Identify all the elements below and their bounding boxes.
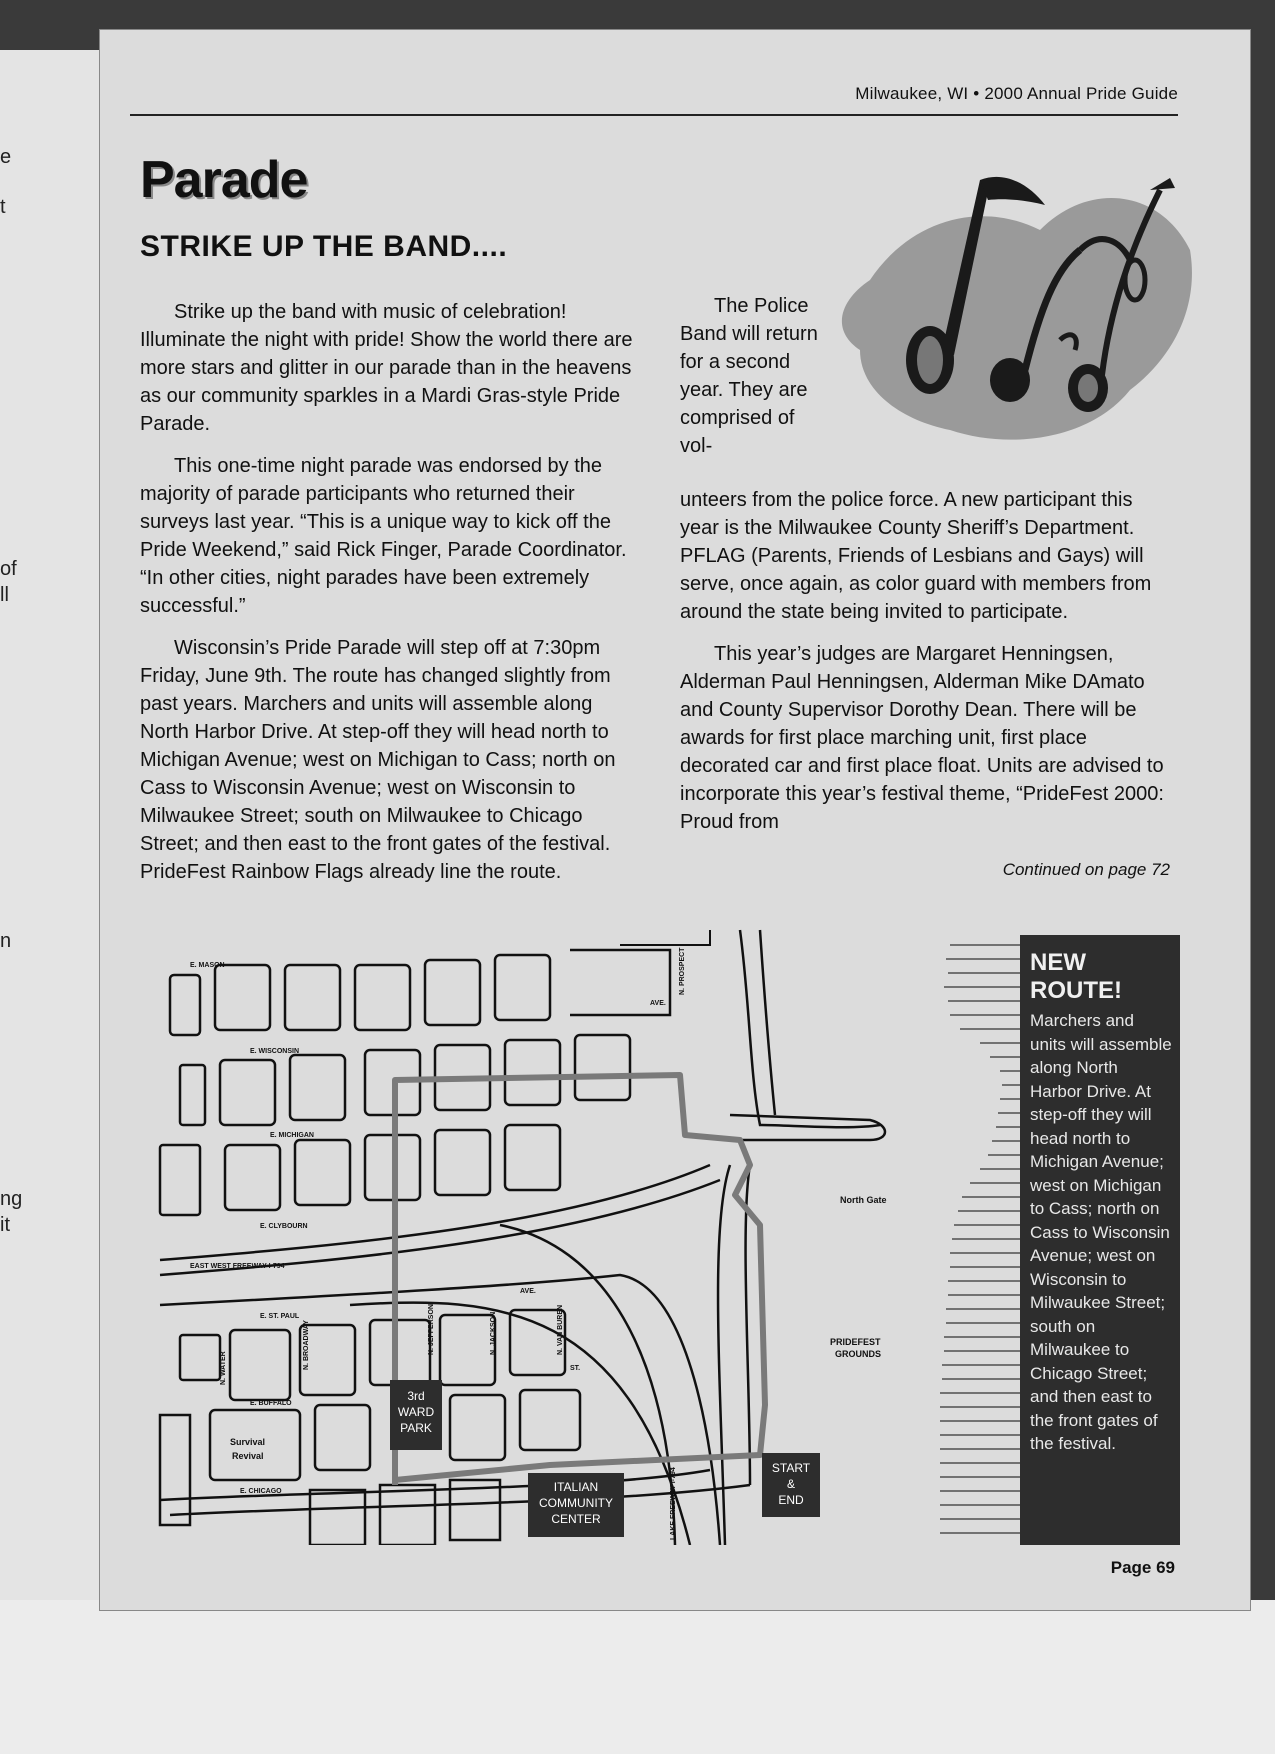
street-label: E. MICHIGAN [270,1132,314,1139]
prev-page-fragment: ng [0,1188,23,1210]
lake-hatching [940,935,1022,1545]
sidebar-title [1020,935,1180,1009]
continued-note: Continued on page 72 [1002,860,1170,879]
street-label: E. WISCONSIN [250,1048,300,1055]
box-text: WARD [397,1405,435,1419]
sidebar-text: Marchers and units will assemble along North Harbor Drive. At step-off they will head north to Michigan Avenue; west on Michigan to Cass; north on Cass to Wisconsin Avenue; west on Wisconsin to Milwaukee Street; south on Milwaukee to Chicago Street; and then east to the front gates of the festival. [1030,1011,1172,1453]
street-label: N. JEFFERSON [428,1304,435,1355]
paragraph: This one-time night parade was endorsed by the majority of parade participants who returned their surveys last year. “This is a unique way to kick off the Pride Weekend,” said Rick Finger, Parade Coordinator. “In other cities, night parades have been extremely successful.” [140,455,627,617]
paragraph: Wisconsin’s Pride Parade will step off at 7:30pm Friday, June 9th. The route has changed slightly from past years. Marchers and units will assemble along North Harbor Drive. At step-off they will head north to Michigan Avenue; west on Michigan to Cass; north on Cass to Wisconsin Avenue; west on Wisconsin to Milwaukee Street; south on Milwaukee to Chicago Street; and then east to the front gates of the festival. PrideFest Rainbow Flags already line the route. [140,637,616,883]
magazine-page [100,30,1250,1610]
north-gate-label: North Gate [840,1195,887,1205]
scan-background [0,1600,1275,1754]
street-label: ST. [570,1365,581,1372]
running-header: Milwaukee, WI • 2000 Annual Pride Guide [855,84,1178,103]
sidebar-title-line: NEW [1030,949,1086,976]
street-label: N. BROADWAY [303,1320,310,1370]
grounds-label: PRIDEFEST [830,1337,881,1347]
italian-community-center-box [528,1473,624,1537]
paragraph: Strike up the band with music of celebration! Illuminate the night with pride! Show the world there are more stars and glitter in our parade than in the heavens as our community sparkles in a Mardi Gras-style Pride Parade. [140,301,633,435]
new-route-sidebar [1020,935,1180,1545]
paragraph: unteers from the police force. A new participant this year is the Milwaukee County Sheriff’s Department. PFLAG (Parents, Friends of Lesbians and Gays) will serve, once again, as color guard with members from around the state being invited to participate. [680,489,1152,623]
paragraph: This year’s judges are Margaret Henningsen, Alderman Paul Henningsen, Alderman Mike DAmato and County Supervisor Dorothy Dean. There will be awards for first place marching unit, first place decorated car and first place float. Units are advised to incorporate this year’s festival theme, “PrideFest 2000: Proud from [680,643,1164,833]
box-text: & [786,1477,796,1491]
box-text: COMMUNITY [539,1496,613,1510]
box-text: PARK [400,1421,432,1435]
street-label: E. CLYBOURN [260,1223,308,1230]
box-text: END [778,1493,804,1507]
prev-page-fragment: e [0,146,12,168]
paragraph: The Police Band will return for a second year. They are comprised of vol- [680,295,818,457]
header-rule [130,114,1178,116]
section-title: Parade [140,151,308,209]
street-label: AVE. [520,1288,536,1295]
prev-page-fragment: ll [0,584,9,606]
street-label: N. PROSPECT [679,947,686,995]
street-label: LAKE FREEWAY I-794 [670,1467,677,1540]
grounds-label: GROUNDS [835,1349,882,1359]
sidebar-title-line: ROUTE! [1030,977,1122,1004]
prev-page-fragment: t [0,196,6,218]
article-subtitle: STRIKE UP THE BAND.... [140,230,508,263]
right-column [680,486,1175,850]
street-label: N. VAN BUREN [557,1304,564,1355]
survival-revival-label: Survival [230,1437,266,1447]
previous-page-edge [0,50,107,1610]
box-text: ITALIAN [553,1480,599,1494]
street-label: E. ST. PAUL [260,1313,300,1320]
prev-page-fragment: it [0,1214,10,1236]
right-column-lead [680,292,820,460]
page-number: Page 69 [1110,1558,1175,1577]
street-label: E. CHICAGO [240,1488,282,1495]
box-text: START [771,1461,811,1475]
parade-route-map [150,925,940,1545]
street-label: N. JACKSON [490,1311,497,1355]
prev-page-fragment: n [0,930,12,952]
street-label: E. MASON [190,962,225,969]
street-label: AVE. [650,1000,666,1007]
street-label: EAST WEST FREEWAY I-794 [190,1263,285,1270]
ward-park-box [390,1380,442,1450]
box-text: 3rd [407,1389,425,1403]
prev-page-fragment: of [0,558,17,580]
start-end-box [762,1453,820,1517]
street-label: E. BUFFALO [250,1400,292,1407]
survival-revival-label: Revival [232,1451,264,1461]
music-notes-illustration [830,160,1200,470]
left-column [140,298,645,900]
box-text: CENTER [551,1512,601,1526]
street-label: N. WATER [220,1351,227,1385]
